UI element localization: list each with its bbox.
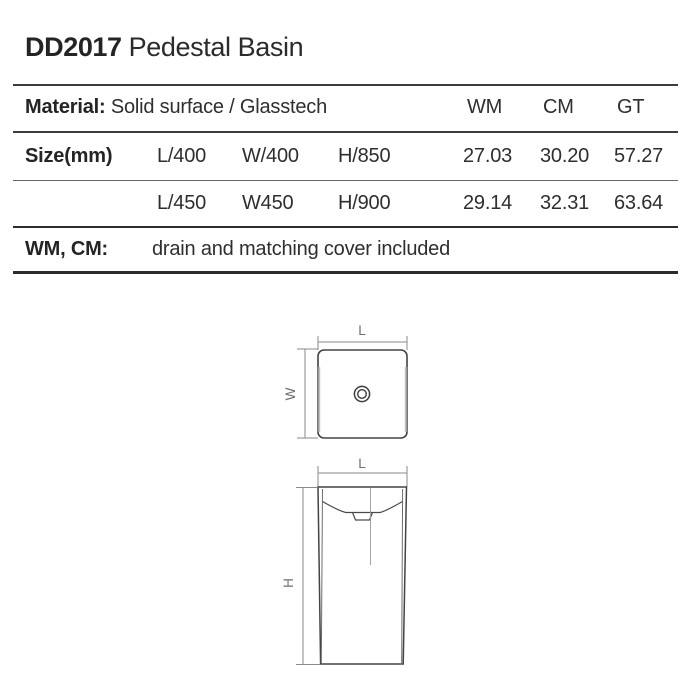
material-label: Material: <box>25 96 106 119</box>
size1-wm-value: 27.03 <box>463 144 513 167</box>
top-view-drawing <box>283 323 407 438</box>
material-value: Solid surface / Glasstech <box>110 96 328 119</box>
size1-height: H/850 <box>338 144 391 167</box>
size2-cm-value: 32.31 <box>540 192 590 215</box>
front-view-drawing <box>281 456 407 665</box>
size2-wm-value: 29.14 <box>463 192 513 215</box>
top-view-length-label: L <box>358 323 366 338</box>
size2-gt-value: 63.64 <box>614 192 664 215</box>
note-label: WM, CM: <box>25 238 109 261</box>
size-label: Size(mm) <box>25 144 113 167</box>
size2-length: L/450 <box>157 192 207 215</box>
top-view-basin-outline <box>318 350 407 438</box>
size1-length: L/400 <box>157 144 207 167</box>
top-view-width-label: W <box>283 387 298 401</box>
product-name: Pedestal Basin <box>128 32 304 62</box>
size2-width: W450 <box>242 192 294 215</box>
column-header-wm: WM <box>467 96 503 119</box>
size1-gt-value: 57.27 <box>614 144 664 167</box>
column-header-gt: GT <box>617 96 645 119</box>
note-value: drain and matching cover included <box>152 238 451 261</box>
size1-cm-value: 30.20 <box>540 144 590 167</box>
front-view-pedestal-outline <box>318 487 407 664</box>
size1-width: W/400 <box>242 144 299 167</box>
front-view-length-label: L <box>358 456 366 471</box>
column-header-cm: CM <box>543 96 574 119</box>
product-code: DD2017 <box>25 32 122 62</box>
size2-height: H/900 <box>338 192 391 215</box>
front-view-height-label: H <box>281 578 296 588</box>
